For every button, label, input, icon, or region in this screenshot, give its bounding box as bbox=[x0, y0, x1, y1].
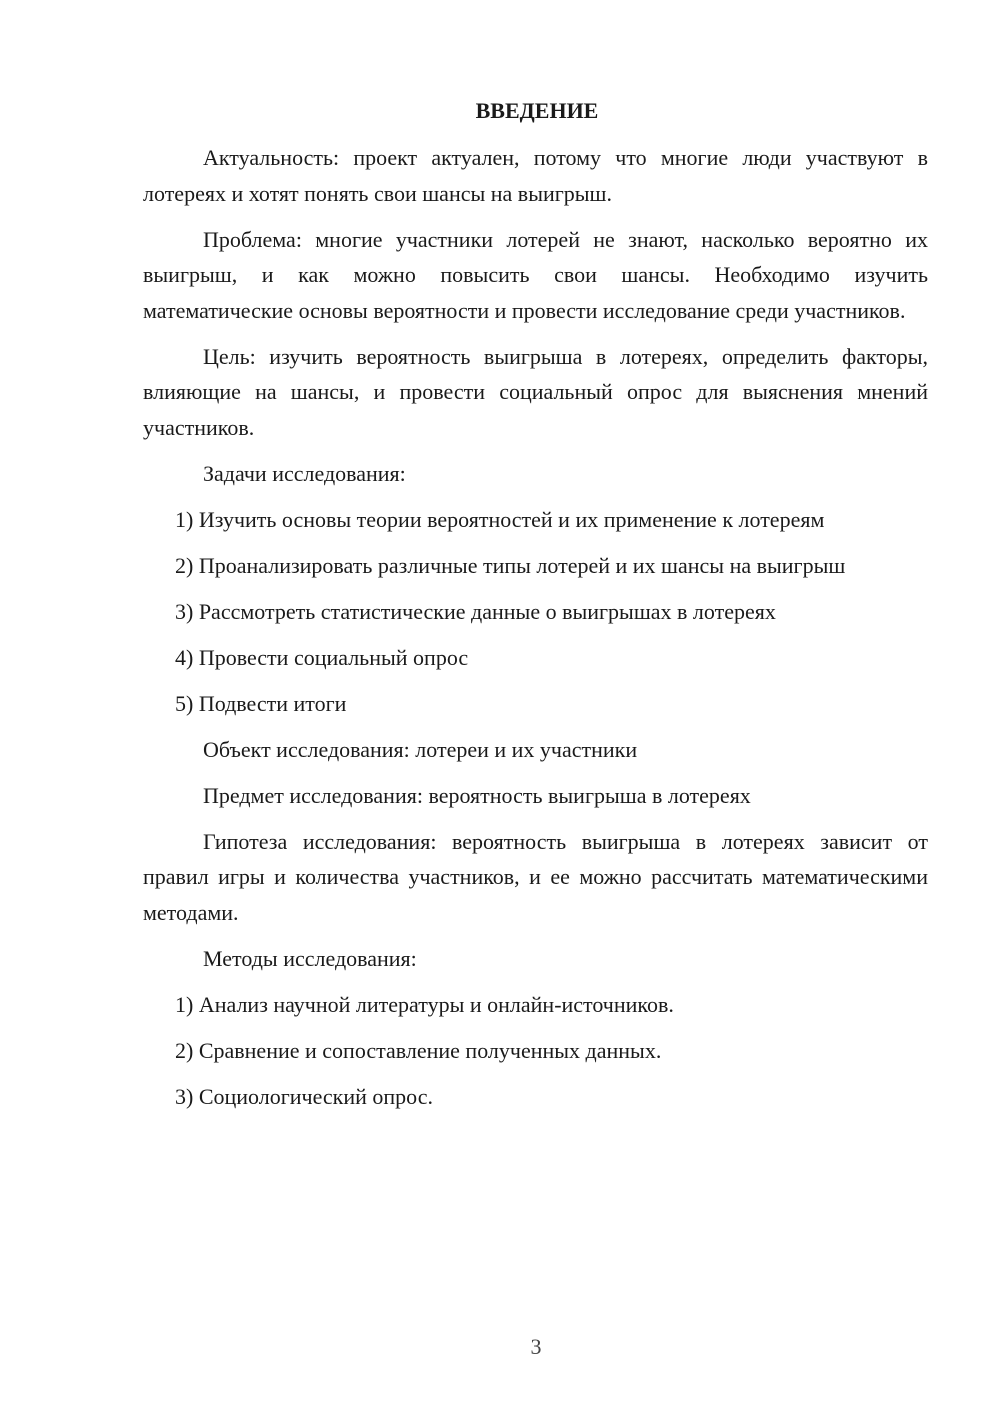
goal-paragraph: Цель: изучить вероятность выигрыша в лотереях, определить факторы, влияющие на шансы, и провести социальный опрос для выяснения мнений участников. bbox=[143, 343, 928, 440]
relevance-paragraph: Актуальность: проект актуален, потому что многие люди участвуют в лотереях и хотят понять свои шансы на выигрыш. bbox=[143, 145, 928, 206]
object-line: Объект исследования: лотереи и их участники bbox=[203, 736, 638, 762]
section-title: ВВЕДЕНИЕ bbox=[475, 98, 599, 123]
method-item: 3) Социологический опрос. bbox=[175, 1083, 433, 1109]
task-item: 3) Рассмотреть статистические данные о выигрышах в лотереях bbox=[175, 598, 776, 624]
task-item: 5) Подвести итоги bbox=[175, 690, 347, 716]
methods-heading: Методы исследования: bbox=[203, 945, 417, 971]
document-page bbox=[143, 96, 928, 1125]
page-number: 3 bbox=[530, 1334, 542, 1359]
hypothesis-paragraph: Гипотеза исследования: вероятность выигрыша в лотереях зависит от правил игры и количества участников, и ее можно рассчитать математическими методами. bbox=[143, 828, 928, 925]
tasks-heading: Задачи исследования: bbox=[203, 460, 406, 486]
task-item: 4) Провести социальный опрос bbox=[175, 644, 469, 670]
problem-paragraph: Проблема: многие участники лотерей не знают, насколько вероятно их выигрыш, и как можно повысить свои шансы. Необходимо изучить математические основы вероятности и провести исследование среди участников. bbox=[143, 226, 928, 323]
subject-line: Предмет исследования: вероятность выигрыша в лотереях bbox=[203, 782, 751, 808]
method-item: 2) Сравнение и сопоставление полученных данных. bbox=[175, 1037, 662, 1063]
task-item: 2) Проанализировать различные типы лотерей и их шансы на выигрыш bbox=[175, 552, 846, 578]
task-item: 1) Изучить основы теории вероятностей и их применение к лотереям bbox=[175, 506, 825, 532]
method-item: 1) Анализ научной литературы и онлайн-источников. bbox=[175, 991, 674, 1017]
